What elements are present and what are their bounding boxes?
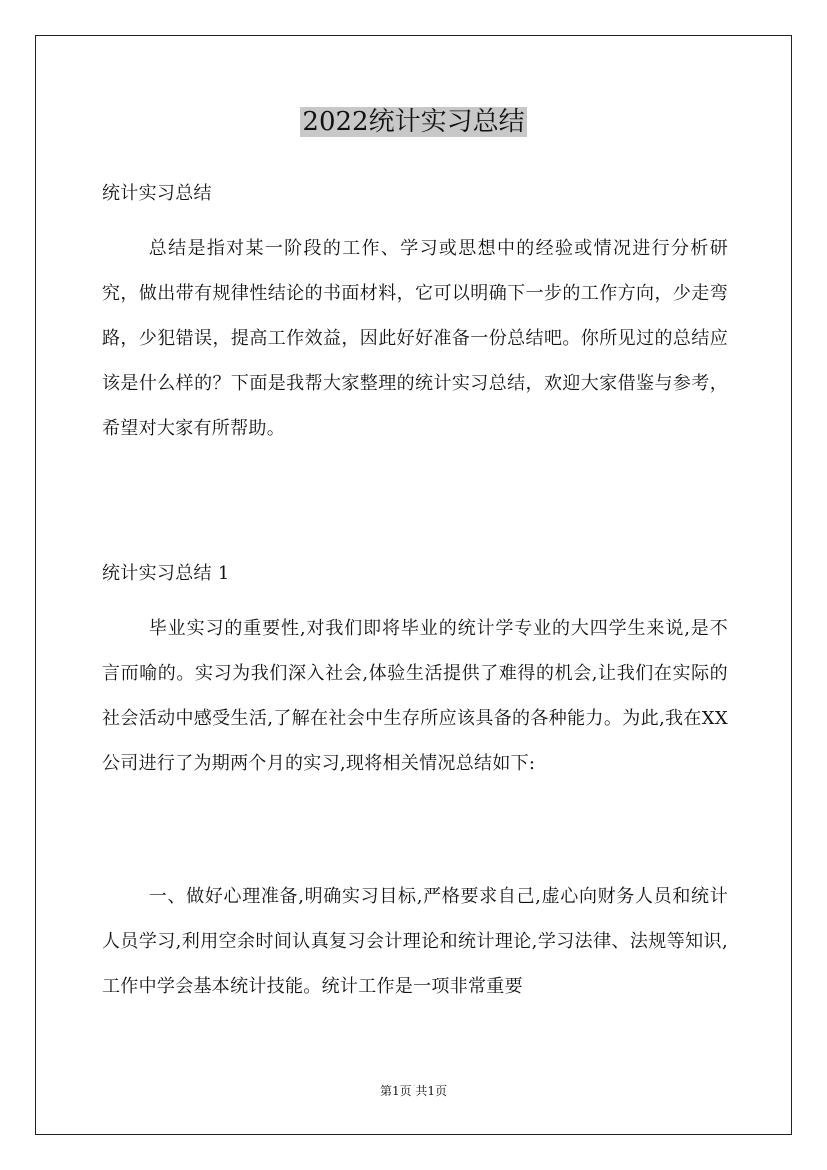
intro-paragraph: 总结是指对某一阶段的工作、学习或思想中的经验或情况进行分析研究，做出带有规律性结论的书面材料，它可以明确下一步的工作方向，少走弯路，少犯错误，提高工作效益，因此好好准备一份总结吧。你所见过的总结应该是什么样的？下面是我帮大家整理的统计实习总结，欢迎大家借鉴与参考，希望对大家有所帮助。 <box>102 238 728 439</box>
section-paragraph-continued: 一、做好心理准备,明确实习目标,严格要求自己,虚心向财务人员和统计人员学习,利用空余时间认真复习会计理论和统计理论,学习法律、法规等知识,工作中学会基本统计技能。统计工作是一项非常重要 <box>102 886 728 997</box>
section-heading: 统计实习总结 1 <box>102 563 230 584</box>
section-paragraph: 毕业实习的重要性,对我们即将毕业的统计学专业的大四学生来说,是不言而喻的。实习为我们深入社会,体验生活提供了难得的机会,让我们在实际的社会活动中感受生活,了解在社会中生存所应该具备的各种能力。为此,我在XX公司进行了为期两个月的实习,现将相关情况总结如下: <box>102 618 728 774</box>
page-footer: 第1页 共1页 <box>379 1084 448 1098</box>
document-title <box>0 102 827 142</box>
document-title-text: 2022统计实习总结 <box>302 107 525 137</box>
subtitle-heading: 统计实习总结 <box>102 183 212 204</box>
